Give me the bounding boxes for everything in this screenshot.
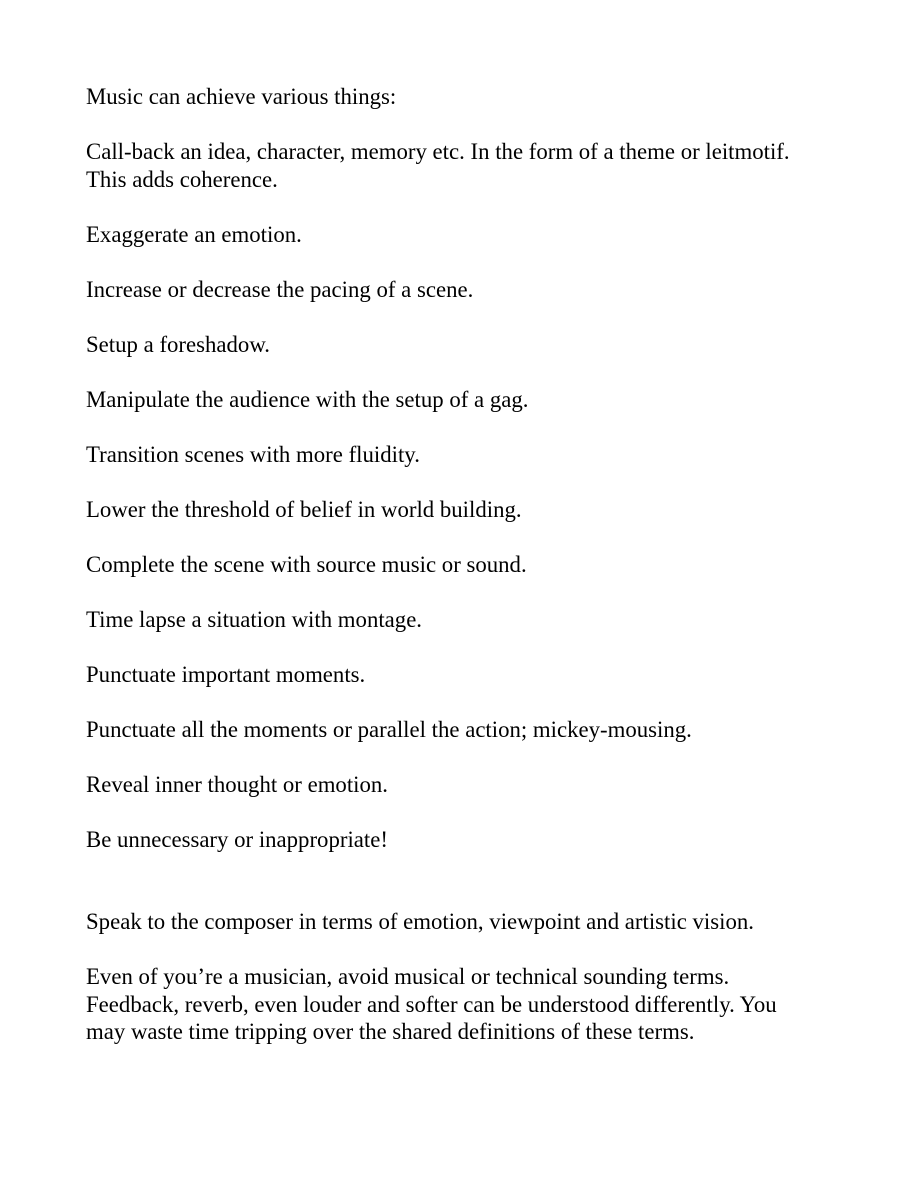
list-item: Punctuate all the moments or parallel the action; mickey-mousing.: [86, 716, 692, 742]
list-item: Complete the scene with source music or sound.: [86, 551, 527, 577]
list-item: Call-back an idea, character, memory etc. In the form of a theme or leitmotif. This adds coherence.: [86, 139, 790, 192]
advice-paragraph: Even of you’re a musician, avoid musical or technical sounding terms. Feedback, reverb, even louder and softer can be understood differently. You may waste time tripping over the shared definitions of these terms.: [86, 964, 777, 1044]
list-item: Setup a foreshadow.: [86, 331, 271, 357]
list-item: Time lapse a situation with montage.: [86, 606, 423, 632]
list-item: Exaggerate an emotion.: [86, 221, 302, 247]
list-item: Lower the threshold of belief in world building.: [86, 496, 522, 522]
list-item: Increase or decrease the pacing of a scene.: [86, 276, 474, 302]
list-item: Transition scenes with more fluidity.: [86, 441, 420, 467]
intro-paragraph: Music can achieve various things:: [86, 84, 397, 109]
document-body: [86, 83, 866, 1073]
advice-paragraph: Speak to the composer in terms of emotion, viewpoint and artistic vision.: [86, 909, 754, 934]
list-item: Manipulate the audience with the setup of a gag.: [86, 386, 529, 412]
list-item: Be unnecessary or inappropriate!: [86, 826, 388, 852]
list-item: Reveal inner thought or emotion.: [86, 771, 388, 797]
list-item: Punctuate important moments.: [86, 661, 366, 687]
